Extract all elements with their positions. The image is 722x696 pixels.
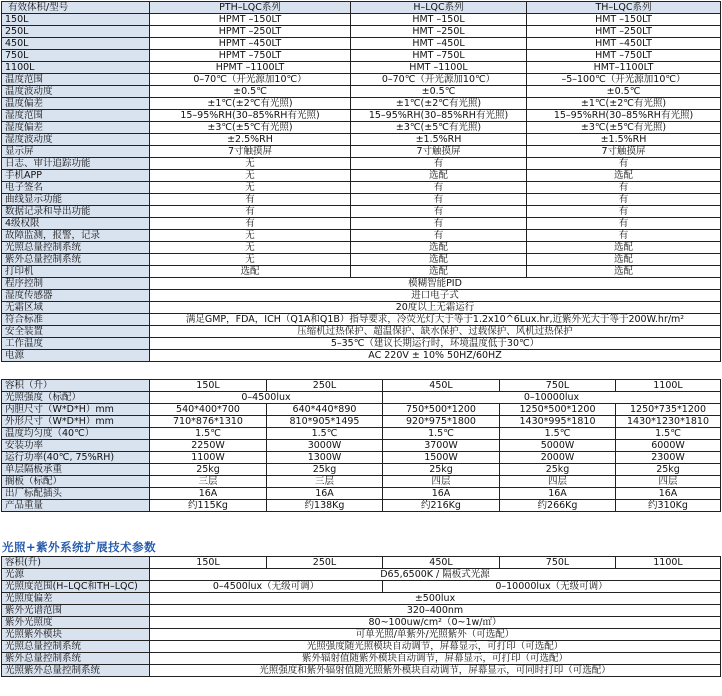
row-label: 程序控制 [2,278,150,290]
row-label: 湿度偏差 [2,122,150,134]
table-row [2,170,721,182]
cell-value: ±500lux [150,593,721,605]
cell-value: 1.5℃ [500,428,616,440]
table-row [2,338,721,350]
cell-value: 5000W [500,440,616,452]
cell-value: 16A [500,488,616,500]
cell-value: 640*440*890 [267,404,383,416]
cell-value: 1430*1230*1810 [616,416,721,428]
cell-value: 1300W [267,452,383,464]
table-header-row [2,380,721,392]
cell-value: 可单光照/单紫外/光照紫外（可选配） [150,629,721,641]
cell-value: 有 [351,218,527,230]
cell-value: ±1℃(±2℃有光照) [351,98,527,110]
table-header-row [2,557,721,569]
cell-value: HMT –150LT [527,14,721,26]
cell-value: 15–95%RH(30–85%RH有光照) [150,110,351,122]
table-row [2,242,721,254]
cell-value: 15–95%RH(30–85%RH有光照) [527,110,721,122]
table-row [2,110,721,122]
table-row [2,350,721,362]
cell-value: ±2.5%RH [150,134,351,146]
cell-value: HMT –450LT [527,38,721,50]
cell-value: 三层 [150,476,267,488]
table-row [2,641,721,653]
cell-value: ±1℃(±2℃有光照) [150,98,351,110]
cell-value: 710*876*1310 [150,416,267,428]
table-row [2,38,721,50]
cell-value: 2250W [150,440,267,452]
cell-value: 2000W [500,452,616,464]
header-cell: 450L [383,380,500,392]
row-label: 450L [2,38,150,50]
model-spec-table [1,1,721,362]
row-label: 电源 [2,350,150,362]
header-cell: 750L [500,380,616,392]
cell-value: ±1.5%RH [527,134,721,146]
spec-rows [2,74,721,278]
cell-value: 16A [616,488,721,500]
cell-value: 0–70℃（开光源加10℃） [351,74,527,86]
header-cell: 450L [383,557,500,569]
table-row [2,182,721,194]
cell-value: 16A [383,488,500,500]
cell-value: 有 [150,218,351,230]
row-label: 光照度偏差 [2,593,150,605]
cell-value: ±1℃(±2℃有光照) [527,98,721,110]
cell-value: HMT –1100L [351,62,527,74]
table-row [2,14,721,26]
row-label: 工作温度 [2,338,150,350]
cell-value: 有 [527,182,721,194]
cell-value: 7寸触摸屏 [351,146,527,158]
row-label: 数据记录和导出功能 [2,206,150,218]
cell-value: HMT –750LT [527,50,721,62]
cell-value: 四层 [616,476,721,488]
cell-value: 1250*500*1200 [500,404,616,416]
table-row [2,605,721,617]
cell-value: 7寸触摸屏 [150,146,351,158]
cell-value: 有 [351,230,527,242]
row-label: 无霜区域 [2,302,150,314]
cell-value: 1100W [150,452,267,464]
row-label: 湿度传感器 [2,290,150,302]
row-label: 紫外总量控制系统 [2,653,150,665]
cell-value: HPMT –150LT [150,14,351,26]
table-row [2,254,721,266]
table-row [2,206,721,218]
row-label: 打印机 [2,266,150,278]
cell-value: 选配 [150,266,351,278]
cell-value: 6000W [616,440,721,452]
cell-value: 选配 [527,254,721,266]
cell-value: 约266Kg [500,500,616,512]
cell-value: 810*905*1495 [267,416,383,428]
row-label: 光照度范围(H–LQC和TH–LQC) [2,581,150,593]
dimension-table [1,379,721,512]
cell-value: HPMT –750LT [150,50,351,62]
cell-value: 有 [527,230,721,242]
cell-value: HMT–1100LT [527,62,721,74]
cell-value: 有 [150,194,351,206]
cell-value: ±0.5℃ [150,86,351,98]
header-cell: 容积(升) [2,557,150,569]
cell-value: HMT –150L [351,14,527,26]
row-label: 安装功率 [2,440,150,452]
header-cell: TH–LQC系列 [527,2,721,14]
table-row [2,218,721,230]
cell-value: 1.5℃ [383,428,500,440]
table-row [2,476,721,488]
cell-value: HPMT –450LT [150,38,351,50]
cell-value: 无 [150,158,351,170]
row-label: 紫外光照度 [2,617,150,629]
row-label: 光源 [2,569,150,581]
row-label: 出厂标配插头 [2,488,150,500]
table-row [2,665,721,677]
cell-value: ±3℃(±5℃有光照) [351,122,527,134]
row-label: 湿度波动度 [2,134,150,146]
section-title: 光照+紫外系统扩展技术参数 [2,540,157,554]
cell-value: 无 [150,170,351,182]
table-row [2,122,721,134]
cell-value: 选配 [351,242,527,254]
table-row [2,326,721,338]
cell-value: 3000W [267,440,383,452]
cell-value: 25kg [267,464,383,476]
cell-value: HPMT –1100LT [150,62,351,74]
row-label: 1100L [2,62,150,74]
cell-value: 有 [527,158,721,170]
cell-value: 25kg [383,464,500,476]
row-label: 符合标准 [2,314,150,326]
light-uv-table [1,556,721,677]
cell-value: 约310Kg [616,500,721,512]
header-cell: 750L [500,557,616,569]
cell-value: 模糊智能PID [150,278,721,290]
table-row [2,62,721,74]
cell-value: D65,6500K / 隔板式光源 [150,569,721,581]
row-label: 安全装置 [2,326,150,338]
header-cell: 150L [150,380,267,392]
row-label: 产品重量 [2,500,150,512]
cell-value: 920*975*1800 [383,416,500,428]
cell-value: 有 [150,206,351,218]
table-row [2,617,721,629]
row-label: 手机APP [2,170,150,182]
cell-value: 25kg [500,464,616,476]
cell-value: 3700W [383,440,500,452]
table-row [2,581,721,593]
table-row [2,500,721,512]
model-rows [2,14,721,74]
cell-value: 选配 [527,242,721,254]
row-label: 单层隔板承重 [2,464,150,476]
row-label: 光照总量控制系统 [2,641,150,653]
cell-value: 25kg [150,464,267,476]
cell-value: AC 220V ± 10% 50HZ/60HZ [150,350,721,362]
cell-value: 1.5℃ [267,428,383,440]
row-label: 750L [2,50,150,62]
table-row [2,86,721,98]
cell-value: HMT –750L [351,50,527,62]
cell-value: ±3℃(±5℃有光照) [527,122,721,134]
cell-value: 有 [527,206,721,218]
cell-value: 选配 [527,266,721,278]
cell-value: 满足GMP，FDA，ICH（Q1A和Q1B）指导要求，冷荧光灯大于等于1.2x10^6Lux.hr,近紫外光大于等于200W.hr/m² [150,314,721,326]
cell-value: 三层 [267,476,383,488]
cell-value: 进口电子式 [150,290,721,302]
cell-value: 有 [527,194,721,206]
table-row [2,452,721,464]
cell-value: 320–400nm [150,605,721,617]
table-row [2,266,721,278]
table-row [2,593,721,605]
row-label: 150L [2,14,150,26]
header-cell: 1100L [616,380,721,392]
cell-value: 80~100uw/cm²（0~1w/㎡） [150,617,721,629]
row-label: 250L [2,26,150,38]
table-row [2,26,721,38]
cell-value: 四层 [500,476,616,488]
row-label: 光照紫外总量控制系统 [2,665,150,677]
cell-value: HMT –250L [351,26,527,38]
cell-value: 1500W [383,452,500,464]
row-label: 外形尺寸（W*D*H）mm [2,416,150,428]
cell-value: 无 [150,254,351,266]
cell-value: ±0.5℃ [527,86,721,98]
row-label: 日志、审计追踪功能 [2,158,150,170]
cell-value: ±3℃(±5℃有光照) [150,122,351,134]
table-row [2,50,721,62]
table-row [2,98,721,110]
cell-value: 选配 [527,170,721,182]
cell-value: 2300W [616,452,721,464]
row-label: 光照强度（标配） [2,392,150,404]
cell-value: 1250*735*1200 [616,404,721,416]
row-label: 曲线显示功能 [2,194,150,206]
cell-value: ±0.5℃ [351,86,527,98]
header-cell: 1100L [616,557,721,569]
cell-value: 540*400*700 [150,404,267,416]
row-label: 温度均匀度（40℃） [2,428,150,440]
cell-value: 0–10000lux（无级可调） [383,581,721,593]
table-row [2,488,721,500]
cell-value: 压缩机过热保护、超温保护、缺水保护、过载保护、风机过热保护 [150,326,721,338]
cell-value: 1.5℃ [616,428,721,440]
cell-value: HMT –450L [351,38,527,50]
cell-value: 5–35℃（建议长期运行时，环境温度低于30℃） [150,338,721,350]
cell-value: 有 [527,218,721,230]
cell-value: HMT –250LT [527,26,721,38]
cell-value: 紫外辐射值随紫外模块自动调节，屏幕显示，可打印（可选配） [150,653,721,665]
cell-value: 无 [150,182,351,194]
table-row [2,428,721,440]
light-uv-rows [2,593,721,677]
row-label: 运行功率(40℃, 75%RH) [2,452,150,464]
row-label: 温度偏差 [2,98,150,110]
cell-value: 选配 [351,170,527,182]
row-label: 搁板（标配） [2,476,150,488]
table-row [2,158,721,170]
header-cell: 150L [150,557,267,569]
cell-value: 0–4500lux（无级可调） [150,581,383,593]
table-row [2,314,721,326]
cell-value: 20度以上无霜运行 [150,302,721,314]
cell-value: 有 [351,206,527,218]
header-cell: PTH–LQC系列 [150,2,351,14]
cell-value: 7寸触摸屏 [527,146,721,158]
cell-value: HPMT –250LT [150,26,351,38]
row-label: 光照总量控制系统 [2,242,150,254]
table-row [2,440,721,452]
table-row [2,404,721,416]
table-row [2,146,721,158]
table-row [2,464,721,476]
cell-value: 约216Kg [383,500,500,512]
table-row [2,392,721,404]
cell-value: 0–10000lux [383,392,721,404]
cell-value: 16A [267,488,383,500]
cell-value: 25kg [616,464,721,476]
cell-value: 1.5℃ [150,428,267,440]
table-row [2,569,721,581]
table-row [2,290,721,302]
cell-value: 15–95%RH(30–85%RH有光照) [351,110,527,122]
row-label: 紫外光谱范围 [2,605,150,617]
cell-value: 选配 [351,266,527,278]
cell-value: 0–70℃（开光源加10℃） [150,74,351,86]
table-row [2,629,721,641]
row-label: 光照紫外模块 [2,629,150,641]
common-rows [2,278,721,362]
cell-value: 约115Kg [150,500,267,512]
row-label: 显示屏 [2,146,150,158]
header-cell: 容积（升） [2,380,150,392]
cell-value: 有 [351,182,527,194]
table-row [2,230,721,242]
table-row [2,194,721,206]
cell-value: 1430*995*1810 [500,416,616,428]
table-row [2,653,721,665]
cell-value: 750*500*1200 [383,404,500,416]
row-label: 4级权限 [2,218,150,230]
row-label: 电子签名 [2,182,150,194]
cell-value: 有 [351,194,527,206]
table-header-row [2,2,721,14]
cell-value: 光照强度和紫外辐射值随光照紫外模块自动调节，屏幕显示，可同时打印（可选配） [150,665,721,677]
table-row [2,416,721,428]
row-label: 温度波动度 [2,86,150,98]
cell-value: 约138Kg [267,500,383,512]
header-cell: H–LQC系列 [351,2,527,14]
cell-value: 光照强度随光照模块自动调节，屏幕显示，可打印（可选配） [150,641,721,653]
header-cell: 250L [267,557,383,569]
cell-value: 选配 [351,254,527,266]
cell-value: –5–100℃（开光源加10℃） [527,74,721,86]
dimension-rows [2,404,721,512]
table-row [2,134,721,146]
row-label: 湿度范围 [2,110,150,122]
row-label: 故障监测，报警，记录 [2,230,150,242]
cell-value: 无 [150,242,351,254]
row-label: 紫外总量控制系统 [2,254,150,266]
header-cell: 250L [267,380,383,392]
cell-value: 四层 [383,476,500,488]
cell-value: ±1.5%RH [351,134,527,146]
row-label: 内胆尺寸（W*D*H）mm [2,404,150,416]
cell-value: 16A [150,488,267,500]
row-label: 温度范围 [2,74,150,86]
table-row [2,74,721,86]
cell-value: 有 [351,158,527,170]
cell-value: 0–4500lux [150,392,383,404]
cell-value: 无 [150,230,351,242]
table-row [2,278,721,290]
header-cell: 有效体积/型号 [2,2,150,14]
table-row [2,302,721,314]
